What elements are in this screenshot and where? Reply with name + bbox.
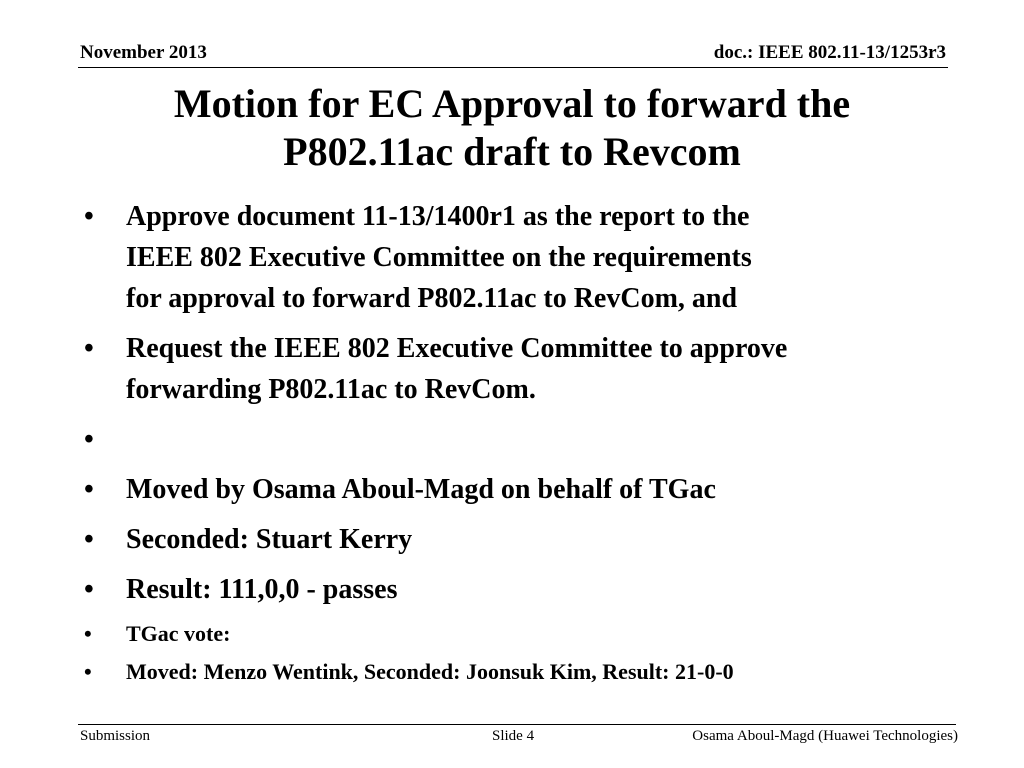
bullet-line: TGac vote:: [126, 621, 231, 646]
bullet-line: for approval to forward P802.11ac to RevCom, and: [126, 283, 738, 314]
bullet-item-tgac-result: [84, 657, 954, 686]
slide-title-line-2: P802.11ac draft to Revcom: [283, 129, 741, 174]
bullet-icon: •: [84, 474, 94, 505]
bullet-line: Seconded: Stuart Kerry: [126, 524, 413, 555]
footer-divider: [78, 724, 956, 725]
bullet-line: Approve document 11-13/1400r1 as the report to the: [126, 201, 750, 232]
bullet-icon: •: [84, 333, 94, 364]
bullet-icon: •: [84, 621, 92, 646]
bullet-item-seconded: [84, 519, 954, 560]
bullet-item-empty: [84, 419, 954, 460]
bullet-line: Result: 111,0,0 - passes: [126, 574, 398, 605]
header-date: November 2013: [80, 42, 207, 63]
slide-title: [60, 80, 964, 176]
bullet-icon: •: [84, 574, 94, 605]
bullet-icon: •: [84, 201, 94, 232]
bullet-item-approve-document: [84, 196, 954, 319]
bullet-item-tgac-vote: [84, 619, 954, 648]
bullet-item-moved-by: [84, 469, 954, 510]
bullet-line: Request the IEEE 802 Executive Committee to approve: [126, 333, 788, 364]
bullet-line: forwarding P802.11ac to RevCom.: [126, 374, 536, 405]
bullet-line: Moved by Osama Aboul-Magd on behalf of TGac: [126, 474, 716, 505]
header-divider: [78, 67, 948, 68]
bullet-line: IEEE 802 Executive Committee on the requirements: [126, 242, 752, 273]
bullet-item-request-ec: [84, 328, 954, 410]
footer-slide-number: Slide 4: [492, 728, 535, 744]
bullet-icon: •: [84, 524, 94, 555]
slide-title-line-1: Motion for EC Approval to forward the: [173, 81, 851, 126]
footer-submission: Submission: [80, 728, 151, 744]
bullet-icon: •: [84, 659, 92, 684]
bullet-item-result: [84, 569, 954, 610]
footer-author: Osama Aboul-Magd (Huawei Technologies): [692, 728, 958, 744]
bullet-line: Moved: Menzo Wentink, Seconded: Joonsuk Kim, Result: 21-0-0: [126, 659, 734, 684]
bullet-icon: •: [84, 424, 94, 455]
bullet-list: [84, 196, 954, 695]
header-doc-id: doc.: IEEE 802.11-13/1253r3: [713, 42, 946, 63]
bullet-line: [126, 424, 133, 455]
